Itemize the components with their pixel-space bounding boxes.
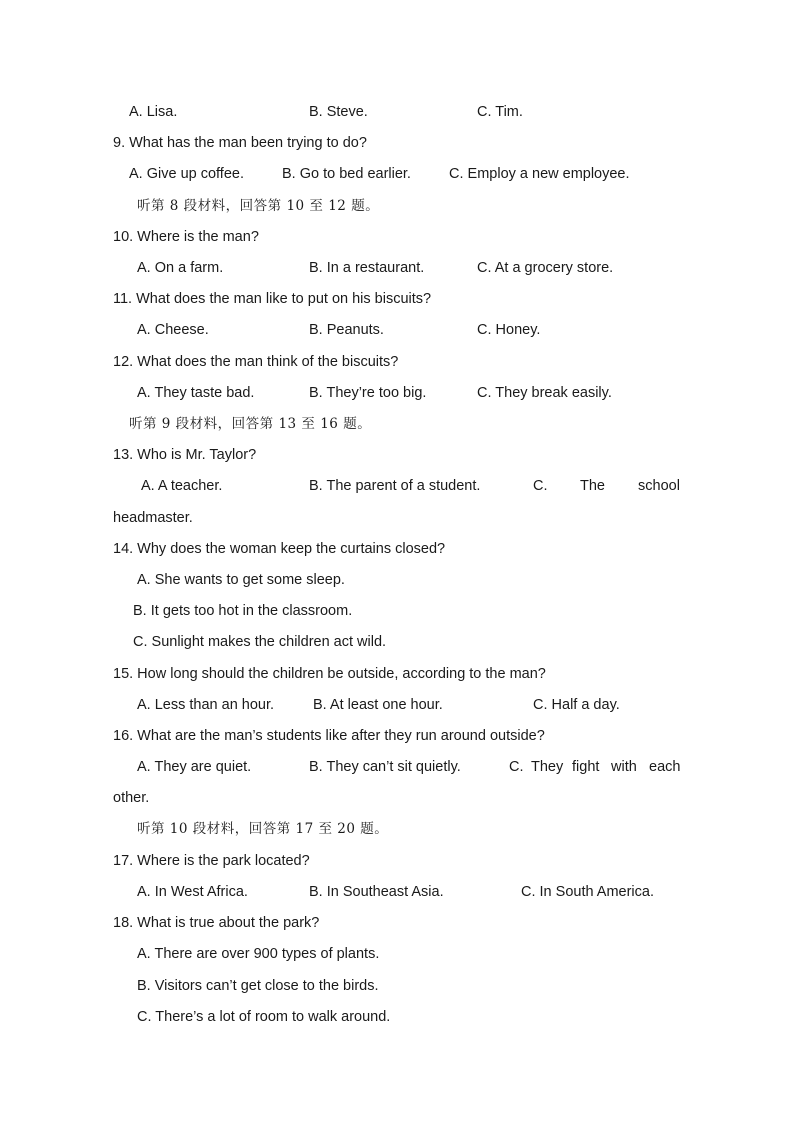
q13-option-c-word-1: The [580, 478, 605, 494]
q11-option-a: A. Cheese. [137, 322, 209, 338]
q12-option-b: B. They’re too big. [309, 385, 427, 401]
section-8-instruction: 听第 8 段材料，回答第 10 至 12 题。 [137, 198, 380, 214]
q10-stem: 10. Where is the man? [113, 229, 259, 245]
q9-option-c: C. Employ a new employee. [449, 166, 630, 182]
q18-option-a: A. There are over 900 types of plants. [137, 946, 380, 962]
q12-stem: 12. What does the man think of the biscuits? [113, 354, 399, 370]
q16-option-c-word-4: each [649, 759, 681, 775]
q13-option-c-label: C. [533, 478, 548, 494]
q14-stem: 14. Why does the woman keep the curtains closed? [113, 541, 446, 557]
q8-option-b: B. Steve. [309, 104, 368, 120]
q11-option-c: C. Honey. [477, 322, 541, 338]
q13-option-a: A. A teacher. [141, 478, 223, 494]
q12-option-a: A. They taste bad. [137, 385, 255, 401]
q10-option-b: B. In a restaurant. [309, 260, 425, 276]
q10-option-a: A. On a farm. [137, 260, 224, 276]
q11-option-b: B. Peanuts. [309, 322, 384, 338]
q18-option-b: B. Visitors can’t get close to the birds. [137, 978, 379, 994]
q18-stem: 18. What is true about the park? [113, 915, 320, 931]
q16-stem: 16. What are the man’s students like after they run around outside? [113, 728, 545, 744]
q16-option-c-label: C. [509, 759, 524, 775]
q12-option-c: C. They break easily. [477, 385, 612, 401]
q16-option-c-word-1: They [531, 759, 564, 775]
q10-option-c: C. At a grocery store. [477, 260, 614, 276]
q18-option-c: C. There’s a lot of room to walk around. [137, 1009, 391, 1025]
q15-stem: 15. How long should the children be outside, according to the man? [113, 666, 546, 682]
q13-option-c-continued: headmaster. [113, 510, 193, 526]
q17-option-c: C. In South America. [521, 884, 654, 900]
section-9-instruction: 听第 9 段材料，回答第 13 至 16 题。 [129, 416, 372, 432]
q13-option-c-word-2: school [638, 478, 680, 494]
q16-option-a: A. They are quiet. [137, 759, 252, 775]
q14-option-b: B. It gets too hot in the classroom. [133, 603, 353, 619]
q13-stem: 13. Who is Mr. Taylor? [113, 447, 257, 463]
q14-option-a: A. She wants to get some sleep. [137, 572, 345, 588]
q9-stem: 9. What has the man been trying to do? [113, 135, 367, 151]
q17-option-a: A. In West Africa. [137, 884, 248, 900]
section-10-instruction: 听第 10 段材料，回答第 17 至 20 题。 [137, 821, 389, 837]
q8-option-a: A. Lisa. [129, 104, 178, 120]
q11-stem: 11. What does the man like to put on his biscuits? [113, 291, 432, 307]
q15-option-a: A. Less than an hour. [137, 697, 275, 713]
q14-option-c: C. Sunlight makes the children act wild. [133, 634, 387, 650]
q15-option-c: C. Half a day. [533, 697, 620, 713]
q16-option-b: B. They can’t sit quietly. [309, 759, 461, 775]
q15-option-b: B. At least one hour. [313, 697, 443, 713]
q16-option-c-word-2: fight [572, 759, 600, 775]
q9-option-a: A. Give up coffee. [129, 166, 244, 182]
q8-option-c: C. Tim. [477, 104, 523, 120]
q17-option-b: B. In Southeast Asia. [309, 884, 444, 900]
q13-option-b: B. The parent of a student. [309, 478, 481, 494]
q16-option-c-continued: other. [113, 790, 150, 806]
q9-option-b: B. Go to bed earlier. [282, 166, 411, 182]
q16-option-c-word-3: with [611, 759, 637, 775]
q17-stem: 17. Where is the park located? [113, 853, 310, 869]
